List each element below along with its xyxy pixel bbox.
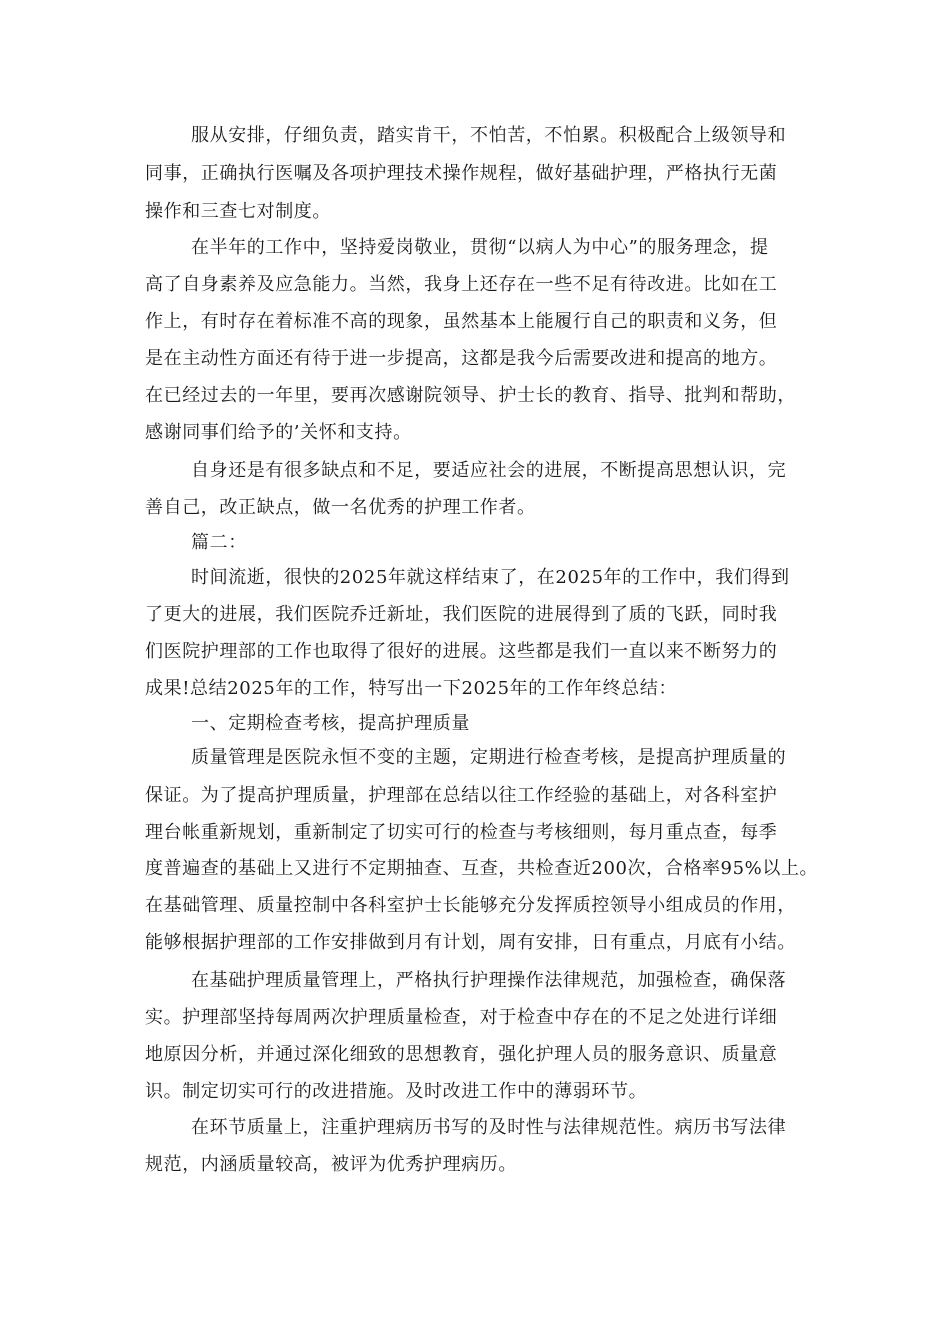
text-line: 了更大的进展，我们医院乔迁新址，我们医院的进展得到了质的飞跃，同时我 — [145, 604, 778, 625]
subsection-heading: 一、定期检查考核，提高护理质量 — [191, 713, 470, 734]
text-line: 高了自身素养及应急能力。当然，我身上还存在一些不足有待改进。比如在工 — [145, 274, 778, 295]
text-line: 实。护理部坚持每周两次护理质量检查，对于检查中存在的不足之处进行详细 — [145, 1007, 778, 1028]
text-line: 在已经过去的一年里，要再次感谢院领导、护士长的教育、指导、批判和帮助， — [145, 385, 796, 406]
text-line: 时间流逝，很快的2025年就这样结束了，在2025年的工作中，我们得到 — [191, 567, 790, 588]
text-line: 识。制定切实可行的改进措施。及时改进工作中的薄弱环节。 — [145, 1081, 648, 1102]
text-line: 地原因分析，并通过深化细致的思想教育，强化护理人员的服务意识、质量意 — [145, 1044, 778, 1065]
text-line: 质量管理是医院永恒不变的主题，定期进行检查考核，是提高护理质量的 — [191, 747, 787, 768]
text-line: 度普遍查的基础上又进行不定期抽查、互查，共检查近200次，合格率95%以上。 — [145, 858, 819, 879]
text-line: 保证。为了提高护理质量，护理部在总结以往工作经验的基础上，对各科室护 — [145, 785, 778, 806]
text-line: 自身还是有很多缺点和不足，要适应社会的进展，不断提高思想认识，完 — [191, 460, 787, 481]
text-line: 在基础护理质量管理上，严格执行护理操作法律规范，加强检查，确保落 — [191, 970, 787, 991]
text-line: 理台帐重新规划，重新制定了切实可行的检查与考核细则，每月重点查，每季 — [145, 822, 778, 843]
text-line: 成果!总结2025年的工作，特写出一下2025年的工作年终总结： — [145, 678, 678, 699]
text-line: 善自己，改正缺点，做一名优秀的护理工作者。 — [145, 497, 536, 518]
text-line: 能够根据护理部的工作安排做到月有计划，周有安排，日有重点，月底有小结。 — [145, 932, 796, 953]
text-line: 规范，内涵质量较高，被评为优秀护理病历。 — [145, 1154, 517, 1175]
text-line: 在环节质量上，注重护理病历书写的及时性与法律规范性。病历书写法律 — [191, 1117, 787, 1138]
text-line: 作上，有时存在着标准不高的现象，虽然基本上能履行自己的职责和义务，但 — [145, 311, 778, 332]
text-line: 在半年的工作中，坚持爱岗敬业，贯彻“以病人为中心”的服务理念，提 — [191, 237, 769, 258]
text-line: 服从安排，仔细负责，踏实肯干，不怕苦，不怕累。积极配合上级领导和 — [191, 125, 787, 146]
text-line: 在基础管理、质量控制中各科室护士长能够充分发挥质控领导小组成员的作用， — [145, 895, 796, 916]
text-line: 们医院护理部的工作也取得了很好的进展。这些都是我们一直以来不断努力的 — [145, 641, 778, 662]
text-line: 同事，正确执行医嘱及各项护理技术操作规程，做好基础护理，严格执行无菌 — [145, 163, 778, 184]
text-line: 是在主动性方面还有待于进一步提高，这都是我今后需要改进和提高的地方。 — [145, 348, 778, 369]
section-heading: 篇二： — [191, 532, 247, 553]
text-line: 感谢同事们给予的’关怀和支持。 — [145, 422, 412, 443]
text-line: 操作和三查七对制度。 — [145, 201, 331, 222]
